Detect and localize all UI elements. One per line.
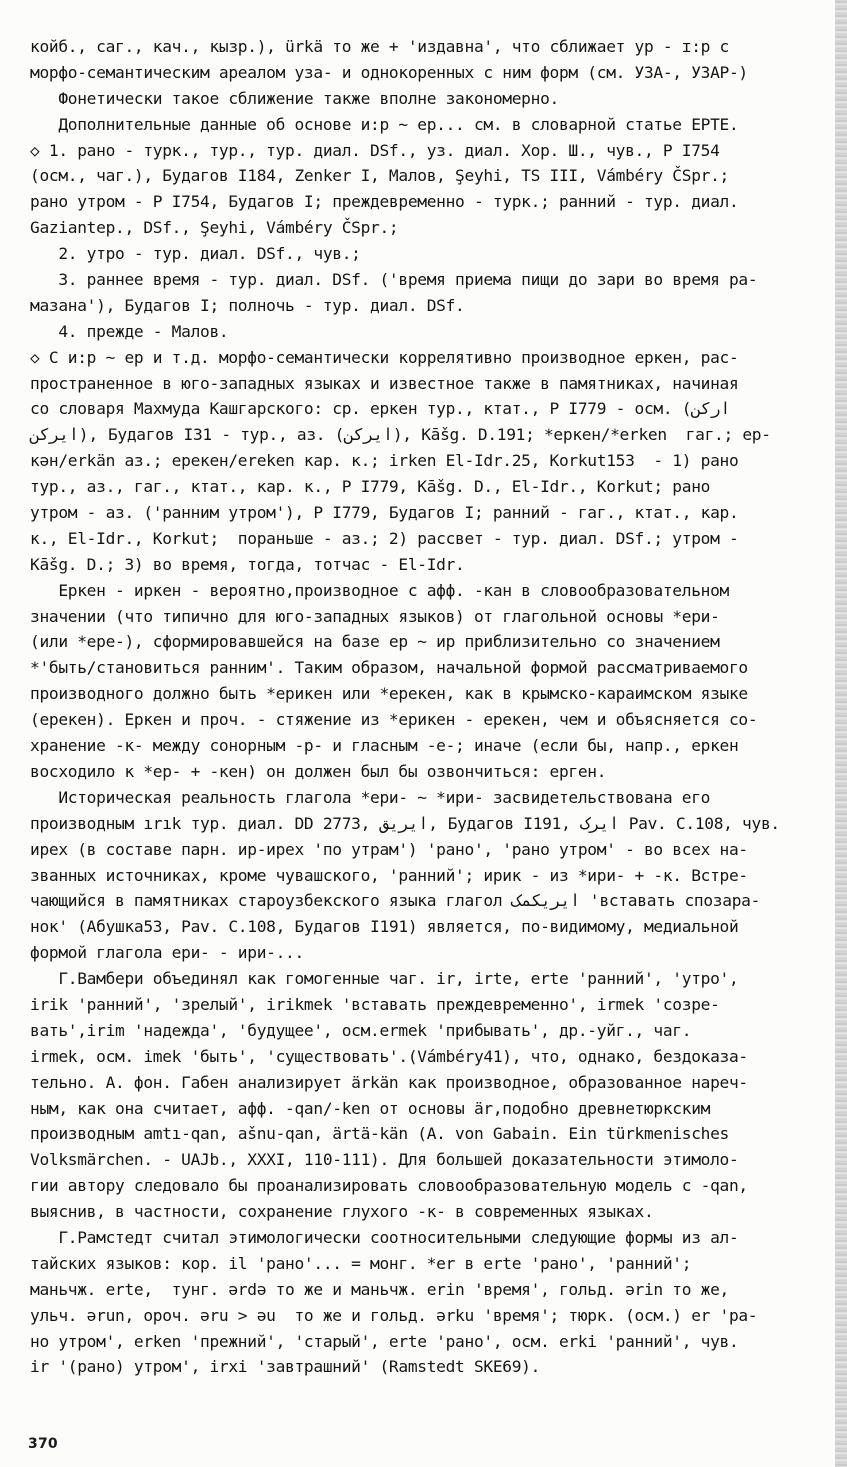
text-line: (или *ере-), сформировавшейся на базе ер ~ ир приблизительно со значением bbox=[30, 632, 720, 652]
text-line: тельно. А. фон. Габен анализирует ärkän как производное, образованное нареч- bbox=[30, 1072, 748, 1092]
text-line: (осм., чаг.), Будагов I184, Zenker I, Малов, Şeyhi, TS III, Vámbéry ČSpr.; bbox=[30, 166, 729, 186]
text-line: со словаря Махмуда Кашгарского: ср. еркен тур., ктат., Р I779 - осм. (ارکن bbox=[30, 399, 731, 419]
text-line: гии автору следовало бы проанализировать словообразовательную модель с -qan, bbox=[30, 1176, 748, 1196]
text-line: irmek, осм. imek 'быть', 'существовать'.(Vámbéry41), что, однако, бездоказа- bbox=[30, 1046, 748, 1066]
text-line: *'быть/становиться ранним'. Таким образом, начальной формой рассматриваемого bbox=[30, 658, 748, 678]
text-line: хранение -к- между сонорным -р- и гласным -е-; иначе (если бы, напр., еркен bbox=[30, 736, 739, 756]
text-line: ульч. ərun, ороч. əru > əu то же и гольд. ərku 'время'; тюрк. (осм.) er 'ра- bbox=[30, 1305, 758, 1325]
text-line: рано утром - Р I754, Будагов I; преждевременно - турк.; ранний - тур. диал. bbox=[30, 192, 739, 212]
text-line: нок' (Абушка53, Pav. C.108, Будагов I191) является, по-видимому, медиальной bbox=[30, 917, 739, 937]
text-line: восходило к *ер- + -кен) он должен был бы озвончиться: ерген. bbox=[30, 761, 607, 781]
text-line: морфо-семантическим ареалом уза- и однокоренных с ним форм (см. УЗА-, УЗАР-) bbox=[30, 62, 748, 82]
text-line: производного должно быть *ерикен или *ерекен, как в крымско-караимском языке bbox=[30, 684, 748, 704]
text-line: 2. утро - тур. диал. DSf., чув.; bbox=[30, 244, 361, 264]
text-line: Г.Рамстедт считал этимологически соотносительными следующие формы из ал- bbox=[30, 1227, 739, 1247]
text-line: ным, как она считает, афф. -qan/-ken от основы är,подобно древнетюркским bbox=[30, 1098, 711, 1118]
scan-edge-shadow bbox=[835, 0, 847, 1467]
text-line: но утром', erken 'прежний', 'старый', erte 'рано', осм. erki 'ранний', чув. bbox=[30, 1331, 739, 1351]
text-line: Историческая реальность глагола *ери- ~ *ири- засвидетельствована его bbox=[30, 787, 711, 807]
text-line: формой глагола ери- - ири-... bbox=[30, 943, 304, 963]
text-line: выяснив, в частности, сохранение глухого -к- в современных языках. bbox=[30, 1202, 654, 1222]
text-line: вать',irim 'надежда', 'будущее', осм.ermek 'прибывать', др.-уйг., чаг. bbox=[30, 1020, 692, 1040]
text-line: мазана'), Будагов I; полночь - тур. диал. DSf. bbox=[30, 295, 465, 315]
text-line: чающийся в памятниках староузбекского языка глагол ایریکمک 'вставать спозара- bbox=[30, 891, 761, 911]
page-number: 370 bbox=[28, 1436, 58, 1452]
text-line: Фонетически такое сближение также вполне закономерно. bbox=[30, 88, 559, 108]
text-line: значении (что типично для юго-западных языков) от глагольной основы *ери- bbox=[30, 606, 720, 626]
text-line: (ерекен). Еркен и проч. - стяжение из *ерикен - ерекен, чем и объясняется со- bbox=[30, 710, 758, 730]
text-line: производным amtı-qan, ašnu-qan, ärtä-kän (A. von Gabain. Ein türkmenisches bbox=[30, 1124, 729, 1144]
text-line: 3. раннее время - тур. диал. DSf. ('время приема пищи до зари во время ра- bbox=[30, 270, 758, 290]
text-line: к., El-Idr., Korkut; пораньше - аз.; 2) рассвет - тур. диал. DSf.; утром - bbox=[30, 528, 739, 548]
text-line: ◇ С и:р ~ ер и т.д. морфо-семантически коррелятивно производное еркен, рас- bbox=[30, 347, 739, 367]
text-line: ir '(рано) утром', irxi 'завтрашний' (Ramstedt SKE69). bbox=[30, 1357, 541, 1377]
text-line: Gaziantep., DSf., Şeyhi, Vámbéry ČSpr.; bbox=[30, 218, 399, 238]
text-line: ирех (в составе парн. ир-ирех 'по утрам') 'рано', 'рано утром' - во всех на- bbox=[30, 839, 748, 859]
text-line: Г.Вамбери объединял как гомогенные чаг. ir, irte, erte 'ранний', 'утро', bbox=[30, 969, 739, 989]
text-line: ایرکن), Будагов I31 - тур., аз. (ایرکن), Kāšg. D.191; *еркен/*erken гаг.; ер- bbox=[30, 425, 771, 445]
text-line: званных источниках, кроме чувашского, 'ранний'; ирик - из *ири- + -к. Встре- bbox=[30, 865, 748, 885]
text-line: койб., саг., кач., кызр.), ürkä то же + 'издавна', что сближает ур - ɪ:р с bbox=[30, 37, 729, 56]
text-line: ◇ 1. рано - турк., тур., тур. диал. DSf., уз. диал. Хор. Ш., чув., Р I754 bbox=[30, 140, 720, 160]
text-line: тур., аз., гаг., ктат., кар. к., Р I779, Kāšg. D., El-Idr., Korkut; рано bbox=[30, 477, 711, 497]
text-line: irik 'ранний', 'зрелый', irikmek 'вставать преждевременно', irmek 'созре- bbox=[30, 994, 720, 1014]
text-line: утром - аз. ('ранним утром'), Р I779, Будагов I; ранний - гаг., ктат., кар. bbox=[30, 503, 739, 523]
text-line: Дополнительные данные об основе и:р ~ ер... см. в словарной статье ЕРТЕ. bbox=[30, 114, 739, 134]
text-line: кән/erkän аз.; ерекен/ereken кар. к.; irken El-Idr.25, Korkut153 - 1) рано bbox=[30, 451, 739, 471]
text-line: Еркен - иркен - вероятно,производное с афф. -кан в словообразовательном bbox=[30, 580, 729, 600]
text-line: Kāšg. D.; 3) во время, тогда, тотчас - El-Idr. bbox=[30, 554, 465, 574]
text-line: тайских языков: кор. il 'рано'... = монг. *er в erte 'рано', 'ранний'; bbox=[30, 1253, 692, 1273]
body-text bbox=[30, 34, 826, 1380]
text-line: Volksmärchen. - UAJb., XXXI, 110-111). Для большей доказательности этимоло- bbox=[30, 1150, 739, 1170]
text-line: маньчж. erte, тунг. ərdə то же и маньчж. erin 'время', гольд. ərin то же, bbox=[30, 1279, 729, 1299]
text-line: производным ırık тур. диал. DD 2773, ایریق, Будагов I191, ایرک Pav. C.108, чув. bbox=[30, 813, 780, 833]
text-line: 4. прежде - Малов. bbox=[30, 321, 229, 341]
text-line: пространенное в юго-западных языках и известное также в памятниках, начиная bbox=[30, 373, 739, 393]
